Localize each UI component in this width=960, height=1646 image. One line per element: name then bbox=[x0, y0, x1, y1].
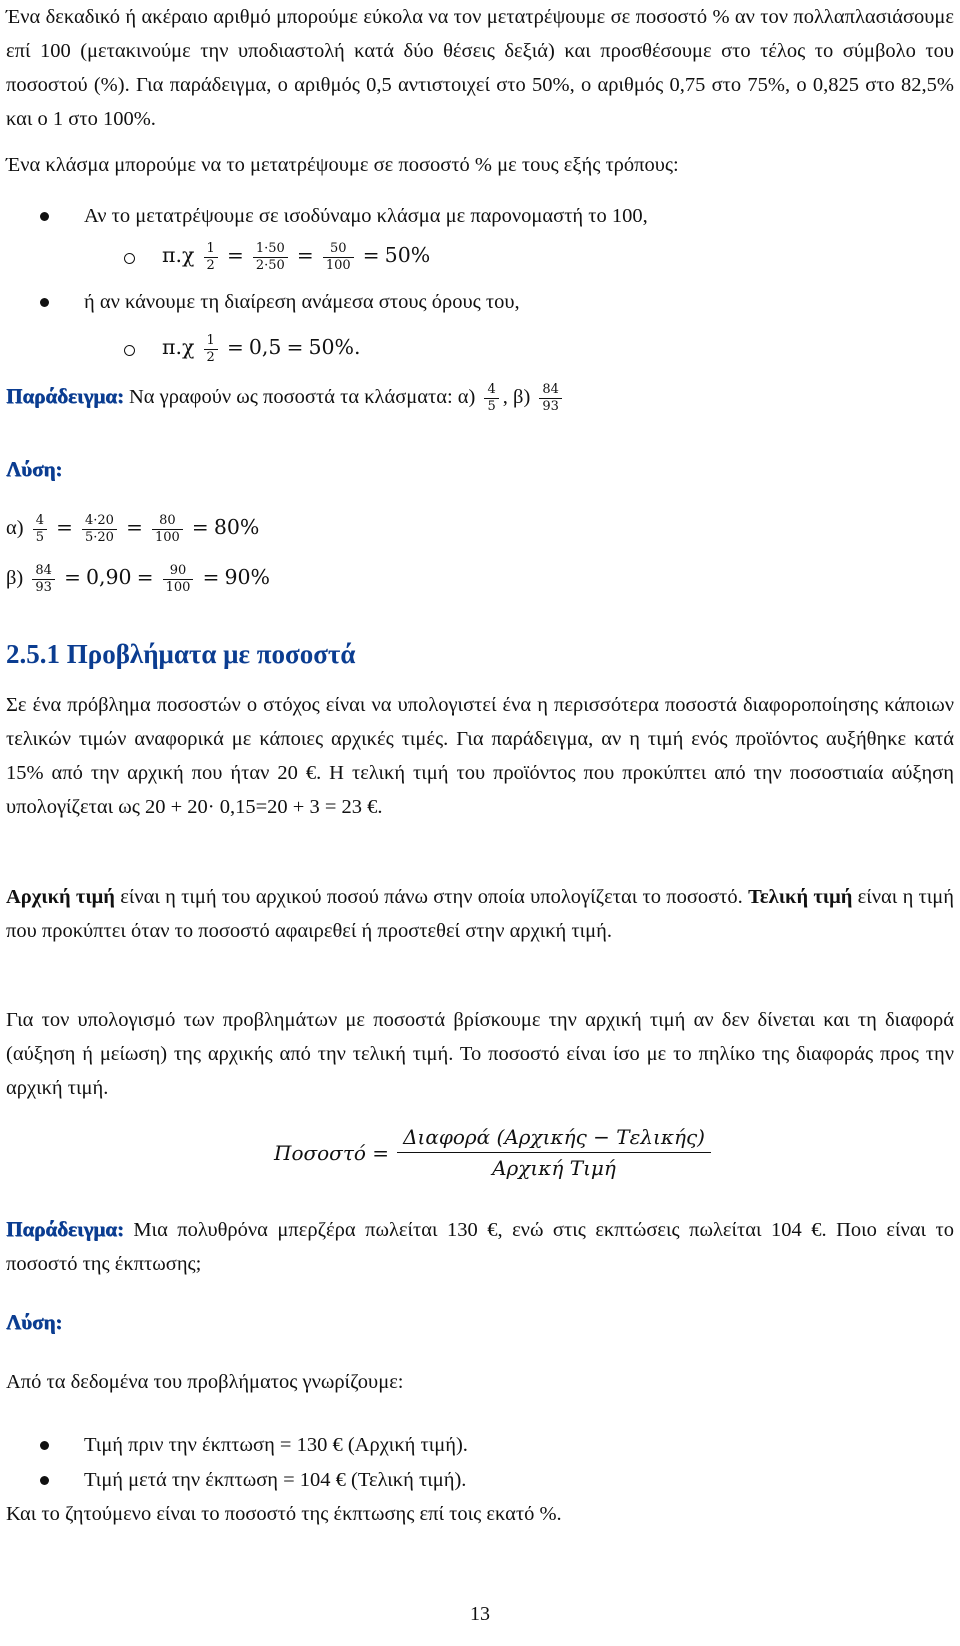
bullet-marker bbox=[40, 298, 49, 307]
solution-heading: Λύση: bbox=[6, 1310, 63, 1334]
bullet-marker bbox=[40, 1476, 49, 1485]
page-number: 13 bbox=[470, 1603, 490, 1625]
example-1: Παράδειγμα: Να γραφούν ως ποσοστά τα κλάσματα: α) $\frac{4}{5}$ , β) $\frac{84}{93}$ bbox=[6, 379, 566, 415]
formula-fraction: $\frac{\text{Διαφορά (Αρχικής − Τελικής)}}{\text{Αρχική Τιμή}}$ bbox=[397, 1122, 711, 1183]
solution-2-intro: Από τα δεδομένα του προβλήματος γνωρίζουμε: bbox=[6, 1371, 404, 1393]
sub-bullet-marker bbox=[124, 253, 135, 264]
fraction: $\frac{4}{5}$ bbox=[484, 382, 498, 415]
solution-2-outro: Και το ζητούμενο είναι το ποσοστό της έκπτωσης επί τοις εκατό %. bbox=[6, 1503, 562, 1525]
problems-paragraph: Σε ένα πρόβλημα ποσοστών ο στόχος είναι να υπολογιστεί ένα η περισσότερα ποσοστά διαφοροποίησης κάποιων τελικών τιμών αναφορικά με κάποιες αρχικές τιμές. Για παράδειγμα, αν η τιμή ενός προϊόντος αυξήθηκε κατά 15% από την αρχική που ήταν 20 €. Η τελική τιμή του προϊόντος που προκύπτει από την ποσοστιαία αύξηση υπολογίζεται ως 20 + 20· 0,15=20 + 3 = 23 €. bbox=[6, 694, 954, 818]
method-example-2: π.χ $\frac{1}{2}$ = 0,5 = 50%. bbox=[162, 332, 361, 365]
term-final-value: Τελική τιμή bbox=[748, 886, 853, 908]
example-result: 50% bbox=[384, 243, 431, 267]
solution-2-item-2: Τιμή μετά την έκπτωση = 104 € (Τελική τιμή). bbox=[84, 1469, 467, 1491]
solution-2-item-1: Τιμή πριν την έκπτωση = 130 € (Αρχική τιμή). bbox=[84, 1434, 468, 1456]
term-initial-value: Αρχική τιμή bbox=[6, 886, 115, 908]
fraction-methods-intro: Ένα κλάσμα μπορούμε να το μετατρέψουμε σε ποσοστό % με τους εξής τρόπους: bbox=[6, 154, 679, 176]
example-prefix: π.χ bbox=[162, 243, 195, 267]
method-example-1: π.χ $\frac{1}{2}$ = $\frac{1\cdot 50}{2\cdot 50}$ = $\frac{50}{100}$ = 50% bbox=[162, 240, 431, 273]
formula-lhs: Ποσοστό = bbox=[274, 1140, 390, 1165]
fraction: $\frac{1\cdot 50}{2\cdot 50}$ bbox=[253, 241, 288, 274]
fraction: $\frac{1}{2}$ bbox=[204, 241, 218, 274]
solution-1-b: β) $\frac{84}{93}$ = 0,90 = $\frac{90}{100}$ = 90% bbox=[6, 562, 271, 595]
solution-1-a: α) $\frac{4}{5}$ = $\frac{4\cdot 20}{5\cdot 20}$ = $\frac{80}{100}$ = 80% bbox=[6, 512, 260, 545]
bullet-marker bbox=[40, 212, 49, 221]
calculation-paragraph: Για τον υπολογισμό των προβλημάτων με ποσοστά βρίσκουμε την αρχική τιμή αν δεν δίνεται και τη διαφορά (αύξηση ή μείωση) της αρχικής από την τελική τιμή. Το ποσοστό είναι ίσο με το πηλίκο της διαφοράς προς την αρχική τιμή. bbox=[6, 1009, 954, 1099]
definitions-paragraph: Αρχική τιμή είναι η τιμή του αρχικού ποσού πάνω στην οποία υπολογίζεται το ποσοστό. Τελική τιμή είναι η τιμή που προκύπτει όταν το ποσοστό αφαιρεθεί ή προστεθεί στην αρχική τιμή. bbox=[6, 886, 955, 942]
percentage-formula bbox=[270, 1122, 711, 1183]
sub-bullet-marker bbox=[124, 345, 135, 356]
intro-paragraph: Ένα δεκαδικό ή ακέραιο αριθμό μπορούμε εύκολα να τον μετατρέψουμε σε ποσοστό % αν τον πολλαπλασιάσουμε επί 100 (μετακινούμε την υποδιαστολή κατά δύο θέσεις δεξιά) και προσθέσουμε στο τέλος το σύμβολο του ποσοστού (%). Για παράδειγμα, ο αριθμός 0,5 αντιστοιχεί στο 50%, ο αριθμός 0,75 στο 75%, ο 0,825 στο 82,5% και ο 1 στο 100%. bbox=[6, 6, 954, 130]
example-2: Παράδειγμα: Μια πολυθρόνα μπερζέρα πωλείται 130 €, ενώ στις εκπτώσεις πωλείται 104 €. Ποιο είναι το ποσοστό της έκπτωσης; bbox=[6, 1217, 954, 1275]
example-heading: Παράδειγμα: bbox=[6, 384, 124, 408]
solution-heading: Λύση: bbox=[6, 457, 63, 481]
fraction: $\frac{84}{93}$ bbox=[539, 382, 562, 415]
method-bullet-1: Αν το μετατρέψουμε σε ισοδύναμο κλάσμα με παρονομαστή το 100, bbox=[84, 205, 648, 227]
method-bullet-2: ή αν κάνουμε τη διαίρεση ανάμεσα στους όρους του, bbox=[84, 291, 520, 313]
bullet-marker bbox=[40, 1441, 49, 1450]
fraction: $\frac{50}{100}$ bbox=[323, 241, 354, 274]
example-heading: Παράδειγμα: bbox=[6, 1217, 124, 1241]
fraction: $\frac{1}{2}$ bbox=[204, 333, 218, 366]
section-title: 2.5.1 Προβλήματα με ποσοστά bbox=[6, 639, 356, 669]
